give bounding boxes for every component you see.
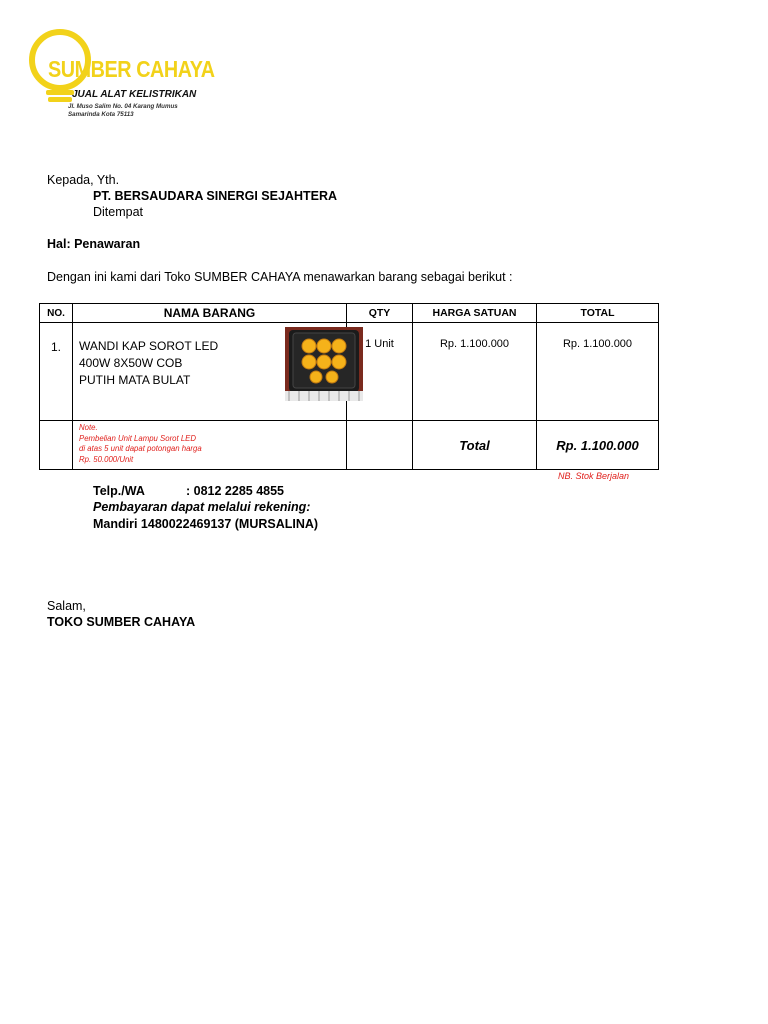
- header-nama: NAMA BARANG: [73, 304, 347, 323]
- discount-note: [73, 421, 347, 470]
- recipient-location: Ditempat: [93, 205, 144, 219]
- intro-text: Dengan ini kami dari Toko SUMBER CAHAYA menawarkan barang sebagai berikut :: [47, 270, 513, 284]
- logo-tagline: JUAL ALAT KELISTRIKAN: [72, 89, 197, 100]
- row-item-name: [73, 323, 347, 421]
- empty-cell: [40, 421, 73, 470]
- recipient-name: PT. BERSAUDARA SINERGI SEJAHTERA: [93, 189, 338, 203]
- table-row: [40, 323, 659, 421]
- subject-line: Hal: Penawaran: [47, 237, 141, 251]
- note-line2: Pembelian Unit Lampu Sorot LED: [79, 433, 197, 443]
- note-line4: Rp. 50.000/Unit: [79, 454, 134, 464]
- offer-table: [39, 303, 659, 470]
- logo-address-line1: Jl. Muso Salim No. 04 Karang Mumus: [68, 103, 178, 110]
- salutation: Kepada, Yth.: [47, 173, 120, 187]
- total-amount: Rp. 1.100.000: [537, 421, 659, 470]
- total-label: Total: [413, 421, 537, 470]
- product-image: [285, 327, 363, 401]
- note-line1: Note.: [79, 423, 98, 432]
- header-qty: QTY: [347, 304, 413, 323]
- company-logo: [26, 26, 215, 122]
- empty-cell: [347, 421, 413, 470]
- logo-address: [68, 103, 178, 119]
- row-number: 1.: [40, 323, 73, 421]
- phone-number: : 0812 2285 4855: [186, 484, 285, 498]
- logo-address-line2: Samarinda Kota 75113: [68, 111, 134, 118]
- table-header-row: [40, 304, 659, 323]
- phone-label: Telp./WA: [93, 484, 145, 498]
- row-qty: 1 Unit: [347, 323, 413, 421]
- signature-name: TOKO SUMBER CAHAYA: [47, 615, 196, 629]
- header-harga: HARGA SATUAN: [413, 304, 537, 323]
- row-unit-price: Rp. 1.100.000: [413, 323, 537, 421]
- item-name-line3: PUTIH MATA BULAT: [79, 373, 191, 387]
- note-total-row: [40, 421, 659, 470]
- item-name-line2: 400W 8X50W COB: [79, 356, 183, 370]
- closing-greeting: Salam,: [47, 599, 86, 613]
- logo-name: SUMBER CAHAYA: [48, 56, 215, 82]
- note-line3: di atas 5 unit dapat potongan harga: [79, 444, 202, 453]
- header-no: NO.: [40, 304, 73, 323]
- item-description: [79, 338, 218, 389]
- row-total: Rp. 1.100.000: [537, 323, 659, 421]
- bank-account: Mandiri 1480022469137 (MURSALINA): [93, 517, 319, 531]
- header-total: TOTAL: [537, 304, 659, 323]
- payment-info: Pembayaran dapat melalui rekening:: [93, 500, 311, 514]
- stock-note: NB. Stok Berjalan: [558, 471, 630, 481]
- item-name-line1: WANDI KAP SOROT LED: [79, 339, 219, 353]
